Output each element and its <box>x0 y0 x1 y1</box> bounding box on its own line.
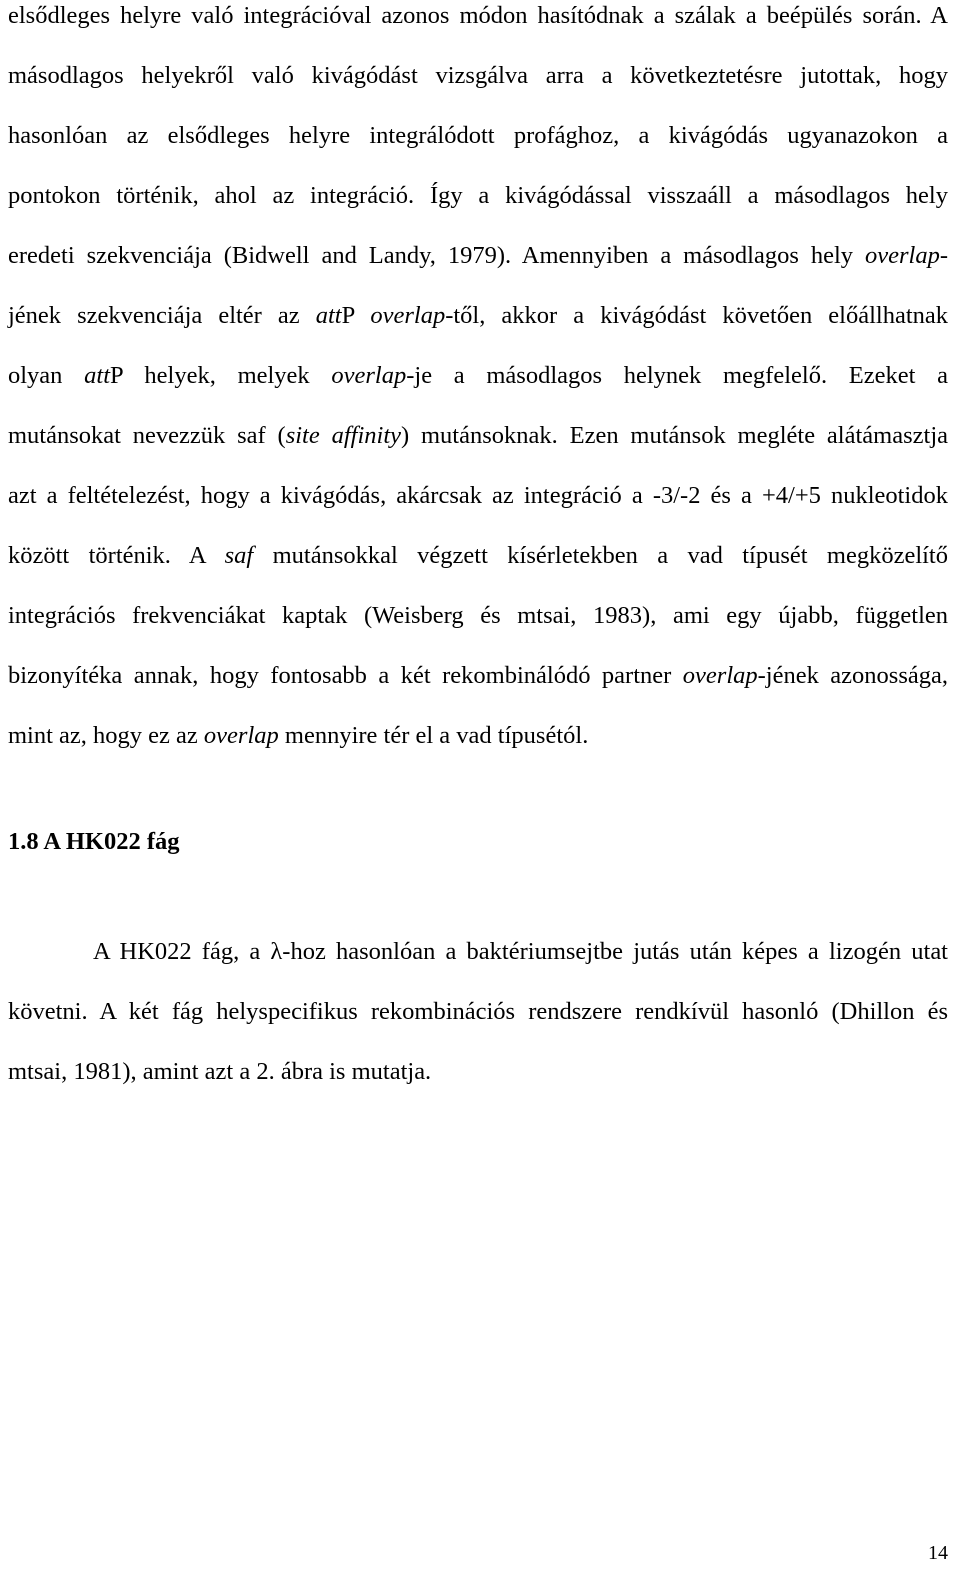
text-run: másodlagos helyekről való kivágódást vizsgálva arra a következtetésre jutottak, hogy <box>8 62 948 89</box>
italic-term: saf <box>224 542 254 569</box>
italic-term: site affinity <box>285 422 401 449</box>
paragraph-1-line-5 <box>8 241 948 271</box>
paragraph-1-line-11 <box>8 601 948 631</box>
paragraph-1-line-9 <box>8 481 948 511</box>
italic-term: overlap <box>203 722 279 749</box>
italic-term: att <box>315 302 342 329</box>
text-run: pontokon történik, ahol az integráció. Így a kivágódással visszaáll a másodlagos hely <box>8 182 948 209</box>
paragraph-2-line-3 <box>8 1057 948 1087</box>
text-run: mutánsokat nevezzük saf ( <box>8 422 286 449</box>
text-run: mennyire tér el a vad típusétól. <box>278 722 589 749</box>
italic-term: overlap <box>331 362 407 389</box>
paragraph-1-line-12 <box>8 661 948 691</box>
paragraph-1-line-7 <box>8 361 948 391</box>
text-run: -jének azonossága, <box>757 662 948 689</box>
text-run: -től, akkor a kivágódást követően előállhatnak <box>445 302 949 329</box>
paragraph-1-line-2 <box>8 61 948 91</box>
text-run: - <box>939 242 948 269</box>
text-run: mtsai, 1981), amint azt a 2. ábra is mutatja. <box>8 1058 432 1085</box>
paragraph-1-line-10 <box>8 541 948 571</box>
text-run: követni. A két fág helyspecifikus rekombinációs rendszere rendkívül hasonló (Dhillon és <box>8 998 948 1025</box>
text-run: integrációs frekvenciákat kaptak (Weisberg és mtsai, 1983), ami egy újabb, független <box>8 602 948 629</box>
text-run: -je a másodlagos helynek megfelelő. Ezeket a <box>406 362 948 389</box>
text-run: azt a feltételezést, hogy a kivágódás, akárcsak az integráció a -3/-2 és a +4/+5 nukleotidok <box>8 482 948 509</box>
italic-term: overlap <box>864 242 940 269</box>
paragraph-1-line-4 <box>8 181 948 211</box>
text-run: helyek, melyek <box>122 362 332 389</box>
text-run: elsődleges helyre való integrációval azonos módon hasítódnak a szálak a beépülés során. A <box>8 2 948 29</box>
paragraph-1-line-13 <box>8 721 948 751</box>
paragraph-2-line-1 <box>93 937 948 967</box>
text-run: olyan <box>8 362 85 389</box>
text-run <box>354 302 370 329</box>
paragraph-2-line-2 <box>8 997 948 1027</box>
text-run: jének szekvenciája eltér az <box>8 302 316 329</box>
text-run: hasonlóan az elsődleges helyre integrálódott profághoz, a kivágódás ugyanazokon a <box>8 122 948 149</box>
paragraph-1-line-3 <box>8 121 948 151</box>
page-number: 14 <box>928 1542 948 1564</box>
text-run: A HK022 fág, a λ-hoz hasonlóan a baktériumsejtbe jutás után képes a lizogén utat <box>93 938 948 965</box>
italic-term: overlap <box>682 662 758 689</box>
italic-term: overlap <box>370 302 446 329</box>
paragraph-1-line-6 <box>8 301 948 331</box>
paragraph-1-line-8 <box>8 421 948 451</box>
paragraph-1-line-1 <box>8 1 948 31</box>
section-heading: 1.8 A HK022 fág <box>8 828 180 855</box>
text-run: mint az, hogy ez az <box>8 722 204 749</box>
text-run: P <box>110 362 123 389</box>
text-run: bizonyítéka annak, hogy fontosabb a két rekombinálódó partner <box>8 662 683 689</box>
text-run: eredeti szekvenciája (Bidwell and Landy, 1979). Amennyiben a másodlagos hely <box>8 242 865 269</box>
italic-term: att <box>84 362 111 389</box>
text-run: P <box>341 302 355 329</box>
text-run: ) mutánsoknak. Ezen mutánsok megléte alátámasztja <box>401 422 948 449</box>
text-run: mutánsokkal végzett kísérletekben a vad típusét megközelítő <box>253 542 948 569</box>
text-run: között történik. A <box>8 542 225 569</box>
